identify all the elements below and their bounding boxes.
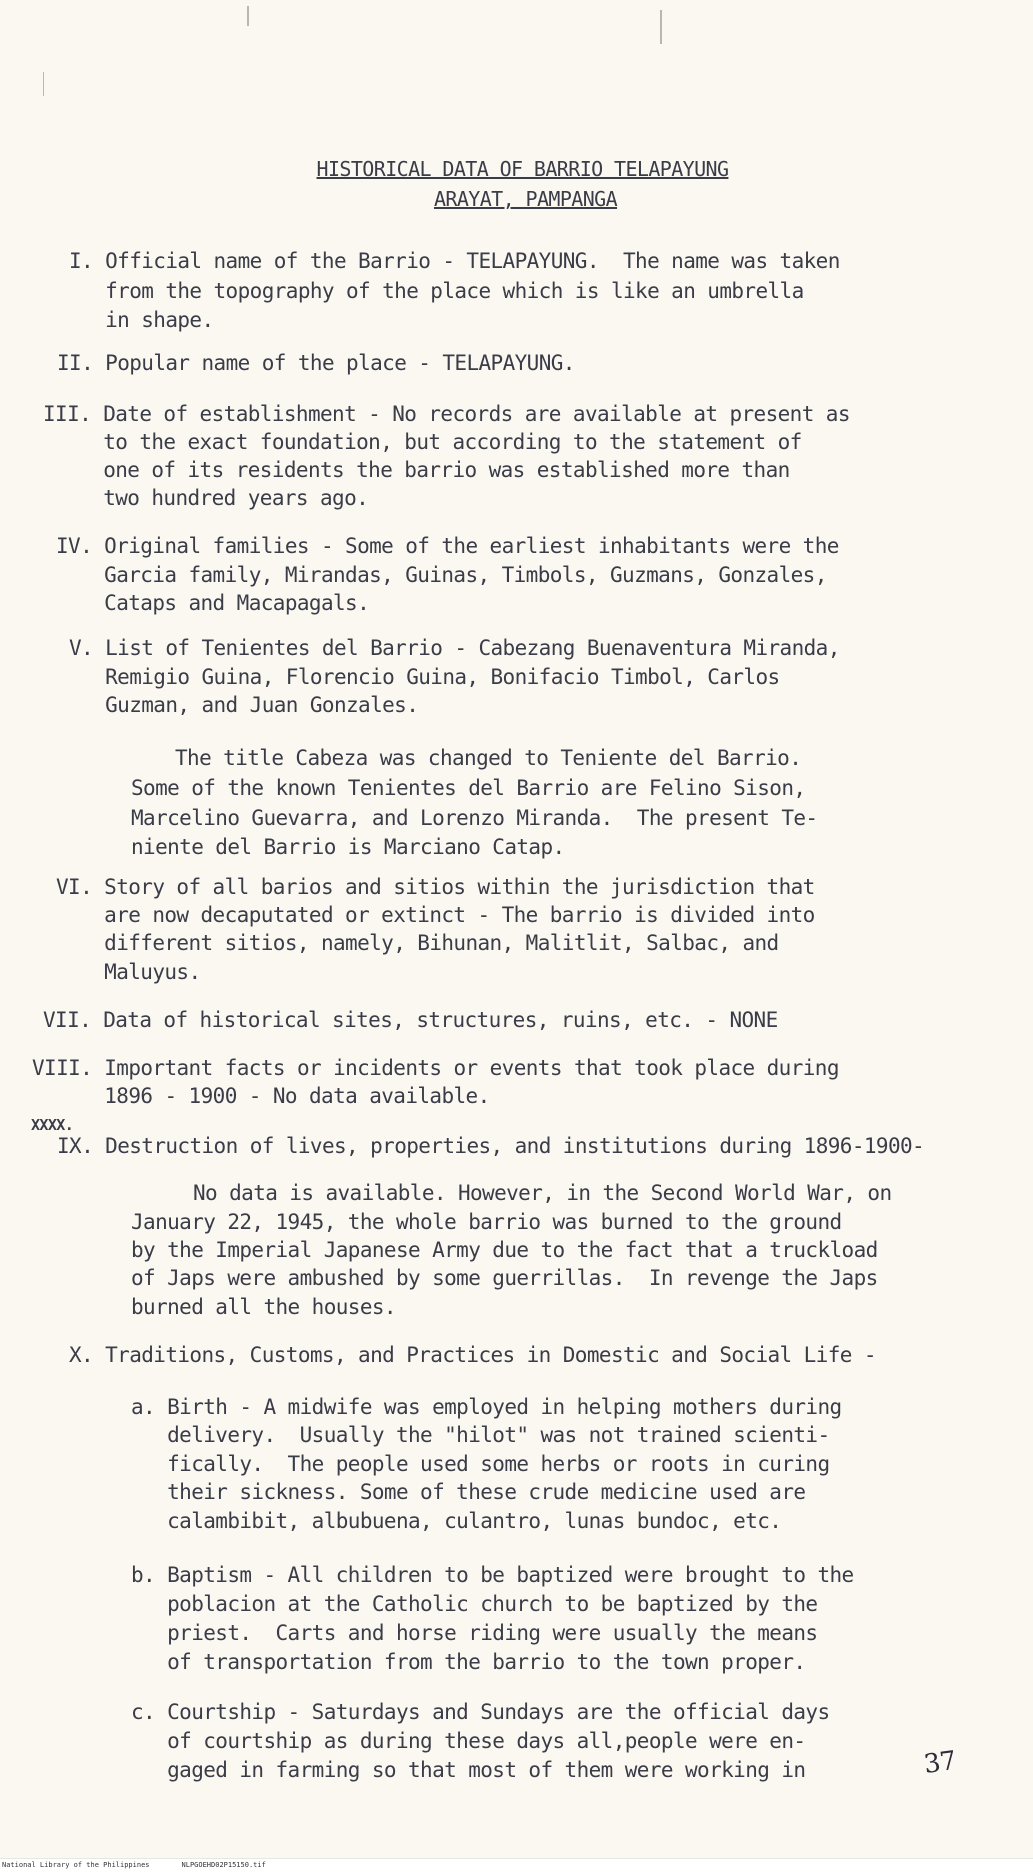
text-line: of courtship as during these days all,people were en- (131, 1729, 806, 1753)
text-line: different sitios, namely, Bihunan, Malitlit, Salbac, and (56, 931, 779, 955)
text-line: calambibit, albubuena, culantro, lunas bundoc, etc. (131, 1509, 782, 1533)
text-line: burned all the houses. (131, 1295, 396, 1319)
text-line: Remigio Guina, Florencio Guina, Bonifacio Timbol, Carlos (69, 665, 780, 689)
text-line: to the exact foundation, but according to the statement of (43, 430, 802, 454)
text-line: are now decaputated or extinct - The barrio is divided into (56, 903, 815, 927)
text-line: I. Official name of the Barrio - TELAPAYUNG. The name was taken (69, 249, 840, 273)
text-line: II. Popular name of the place - TELAPAYUNG. (57, 351, 575, 375)
text-line: January 22, 1945, the whole barrio was burned to the ground (131, 1210, 842, 1234)
text-line: delivery. Usually the "hilot" was not trained scienti- (131, 1423, 830, 1447)
text-line: Cataps and Macapagals. (56, 591, 370, 615)
text-line: b. Baptism - All children to be baptized were brought to the (131, 1563, 854, 1587)
text-line: Marcelino Guevarra, and Lorenzo Miranda. The present Te- (131, 806, 818, 830)
document-title: HISTORICAL DATA OF BARRIO TELAPAYUNG (316, 157, 729, 181)
text-line: a. Birth - A midwife was employed in helping mothers during (131, 1395, 842, 1419)
text-line: in shape. (69, 308, 214, 332)
text-line: their sickness. Some of these crude medicine used are (131, 1480, 806, 1504)
text-line: one of its residents the barrio was established more than (43, 458, 790, 482)
text-line: from the topography of the place which is like an umbrella (69, 279, 804, 303)
scan-mark (660, 10, 662, 44)
text-line: of Japs were ambushed by some guerrillas. In revenge the Japs (131, 1266, 878, 1290)
text-line: IX. Destruction of lives, properties, and institutions during 1896-1900- (57, 1134, 925, 1158)
text-line: No data is available. However, in the Second World War, on (193, 1181, 892, 1205)
document-subtitle: ARAYAT, PAMPANGA (433, 187, 618, 211)
text-line: Garcia family, Mirandas, Guinas, Timbols, Guzmans, Gonzales, (56, 563, 827, 587)
text-line: VI. Story of all barios and sitios within the jurisdiction that (56, 875, 815, 899)
text-line: poblacion at the Catholic church to be baptized by the (131, 1592, 818, 1616)
scan-mark (43, 72, 44, 96)
strikeout-mark: XXXX. (31, 1116, 74, 1134)
text-line: priest. Carts and horse riding were usually the means (131, 1621, 818, 1645)
text-line: X. Traditions, Customs, and Practices in Domestic and Social Life - (69, 1343, 876, 1367)
handwritten-page-number: 37 (922, 1745, 958, 1781)
text-line: VIII. Important facts or incidents or events that took place during (32, 1056, 839, 1080)
text-line: fically. The people used some herbs or roots in curing (131, 1452, 830, 1476)
text-line: Guzman, and Juan Gonzales. (69, 693, 419, 717)
text-line: The title Cabeza was changed to Teniente del Barrio. (175, 746, 802, 770)
text-line: III. Date of establishment - No records are available at present as (43, 402, 850, 426)
text-line: V. List of Tenientes del Barrio - Cabezang Buenaventura Miranda, (69, 636, 840, 660)
text-line: Maluyus. (56, 960, 201, 984)
footer-library: National Library of the Philippines (2, 1861, 150, 1869)
text-line: IV. Original families - Some of the earliest inhabitants were the (56, 534, 839, 558)
text-line: VII. Data of historical sites, structures, ruins, etc. - NONE (43, 1008, 778, 1032)
text-line: Some of the known Tenientes del Barrio are Felino Sison, (131, 776, 806, 800)
text-line: c. Courtship - Saturdays and Sundays are the official days (131, 1700, 830, 1724)
text-line: 1896 - 1900 - No data available. (32, 1084, 490, 1108)
text-line: two hundred years ago. (43, 486, 369, 510)
scan-mark (247, 6, 249, 26)
document-header (0, 154, 1033, 214)
text-line: of transportation from the barrio to the town proper. (131, 1650, 806, 1674)
text-line: by the Imperial Japanese Army due to the fact that a truckload (131, 1238, 878, 1262)
text-line: gaged in farming so that most of them were working in (131, 1758, 806, 1782)
footer-file-id: NLPGOEHD02P15150.tif (181, 1861, 266, 1869)
scan-footer (0, 1858, 1033, 1872)
text-line: niente del Barrio is Marciano Catap. (131, 835, 565, 859)
